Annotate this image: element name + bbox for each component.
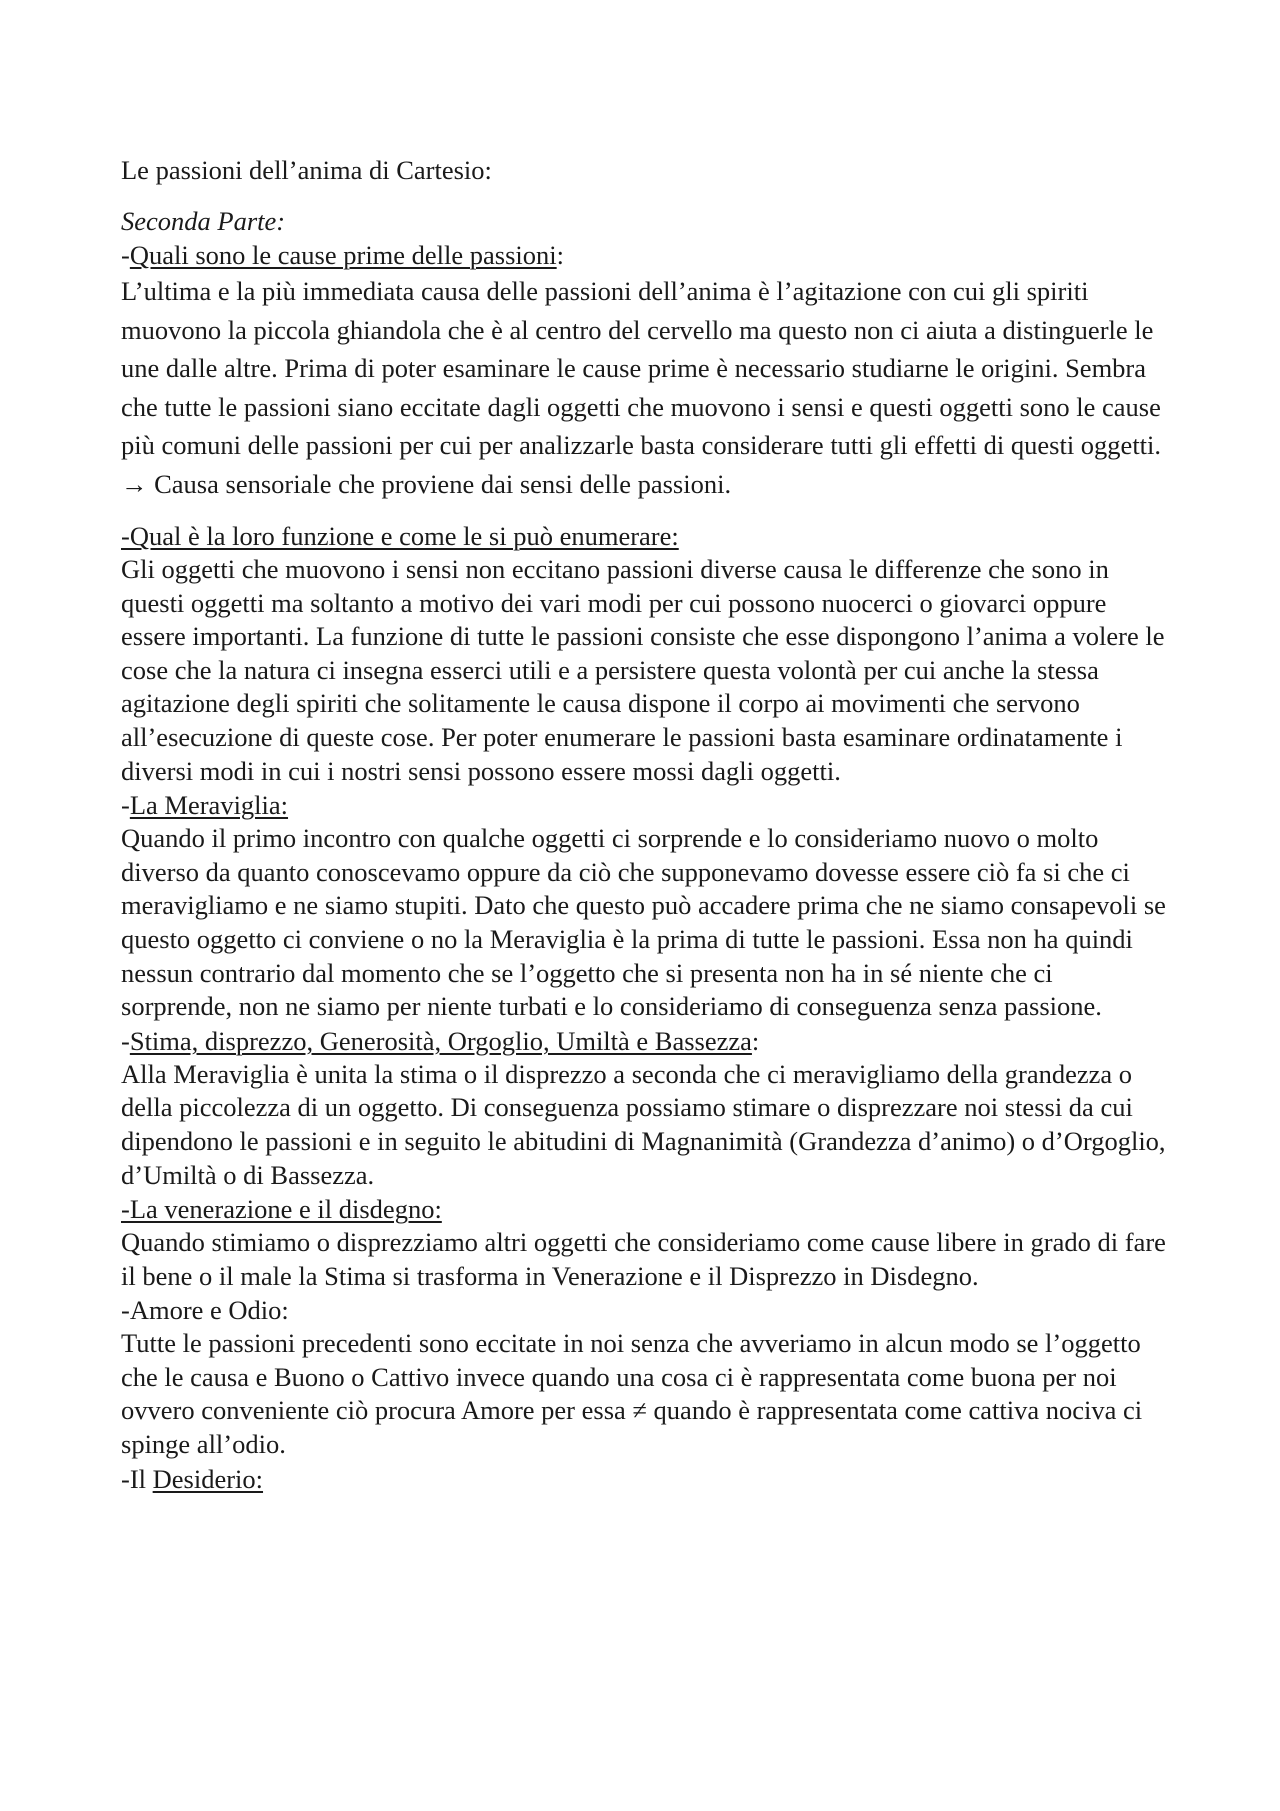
heading-text: -Qual è la loro funzione e come le si può enumerare: bbox=[121, 521, 679, 551]
heading-suffix: : bbox=[556, 240, 565, 270]
section-group-title: Seconda Parte: bbox=[121, 206, 286, 236]
document-title: Le passioni dell’anima di Cartesio: bbox=[121, 155, 492, 185]
heading-prefix: -Amore e Odio: bbox=[121, 1295, 289, 1326]
section-heading bbox=[121, 519, 1166, 553]
heading-prefix: - bbox=[121, 240, 130, 270]
section-heading bbox=[121, 1192, 1166, 1226]
heading-text: Stima, disprezzo, Generosità, Orgoglio, Umiltà e Bassezza bbox=[129, 1025, 752, 1056]
section-body: Tutte le passioni precedenti sono eccitate in noi senza che avveriamo in alcun modo se l’oggetto che le causa e Buono o Cattivo invece quando una cosa ci è rappresentata come buona per noi ovvero conveniente ciò procura Amore per essa ≠ quando è rappresentata come cattiva nociva ci spinge all’odio. bbox=[121, 1328, 1143, 1460]
section-body: Gli oggetti che muovono i sensi non eccitano passioni diverse causa le differenze che sono in questi oggetti ma soltanto a motivo dei vari modi per cui possono nuocerci o giovarci oppure essere importanti. La funzione di tutte le passioni consiste che esse dispongono l’anima a volere le cose che la natura ci insegna esserci utili e a persistere questa volontà per cui anche la stessa agitazione degli spiriti che solitamente le causa dispone il corpo ai movimenti che servono all’esecuzione di queste cose. Per poter enumerare le passioni basta esaminare ordinatamente i diversi modi in cui i nostri sensi possono essere mossi dagli oggetti. bbox=[121, 554, 1165, 786]
section-heading bbox=[121, 788, 1166, 822]
heading-text: Desiderio: bbox=[152, 1463, 264, 1494]
heading-text: Quali sono le cause prime delle passioni bbox=[129, 240, 557, 270]
heading-prefix: -Il bbox=[121, 1463, 153, 1494]
heading-prefix: - bbox=[121, 1025, 130, 1056]
heading-suffix: : bbox=[751, 1025, 760, 1056]
section-heading bbox=[121, 238, 1166, 272]
section-heading bbox=[121, 1024, 1166, 1058]
section-heading bbox=[121, 1293, 1166, 1327]
heading-text: La Meraviglia: bbox=[129, 790, 289, 821]
paragraph-gap bbox=[121, 503, 1166, 519]
heading-prefix: - bbox=[121, 790, 130, 821]
document-page bbox=[121, 150, 1166, 1496]
section-heading bbox=[121, 1462, 1166, 1496]
section-body: Quando stimiamo o disprezziamo altri oggetti che consideriamo come cause libere in grado di fare il bene o il male la Stima si trasforma in Venerazione e il Disprezzo in Disdegno. bbox=[121, 1227, 1166, 1291]
section-body: Alla Meraviglia è unita la stima o il disprezzo a seconda che ci meravigliamo della grandezza o della piccolezza di un oggetto. Di conseguenza possiamo stimare o disprezzare noi stessi da cui dipendono le passioni e in seguito le abitudini di Magnanimità (Grandezza d’animo) o d’Orgoglio, d’Umiltà o di Bassezza. bbox=[121, 1058, 1166, 1190]
heading-text: -La venerazione e il disdegno: bbox=[121, 1194, 442, 1225]
section-body: L’ultima e la più immediata causa delle passioni dell’anima è l’agitazione con cui gli spiriti muovono la piccola ghiandola che è al centro del cervello ma questo non ci aiuta a distinguerle le une dalle altre. Prima di poter esaminare le cause prime è necessario studiarne le origini. Sembra che tutte le passioni siano eccitate dagli oggetti che muovono i sensi e questi oggetti sono le cause più comuni delle passioni per cui per analizzarle basta considerare tutti gli effetti di questi oggetti. → Causa sensoriale che proviene dai sensi delle passioni. bbox=[121, 276, 1162, 499]
section-body: Quando il primo incontro con qualche oggetti ci sorprende e lo consideriamo nuovo o molto diverso da quanto conoscevamo oppure da ciò che supponevamo dovesse essere ciò fa si che ci meravigliamo e ne siamo stupiti. Dato che questo può accadere prima che ne siamo consapevoli se questo oggetto ci conviene o no la Meraviglia è la prima di tutte le passioni. Essa non ha quindi nessun contrario dal momento che se l’oggetto che si presenta non ha in sé niente che ci sorprende, non ne siamo per niente turbati e lo consideriamo di conseguenza senza passione. bbox=[121, 823, 1166, 1022]
